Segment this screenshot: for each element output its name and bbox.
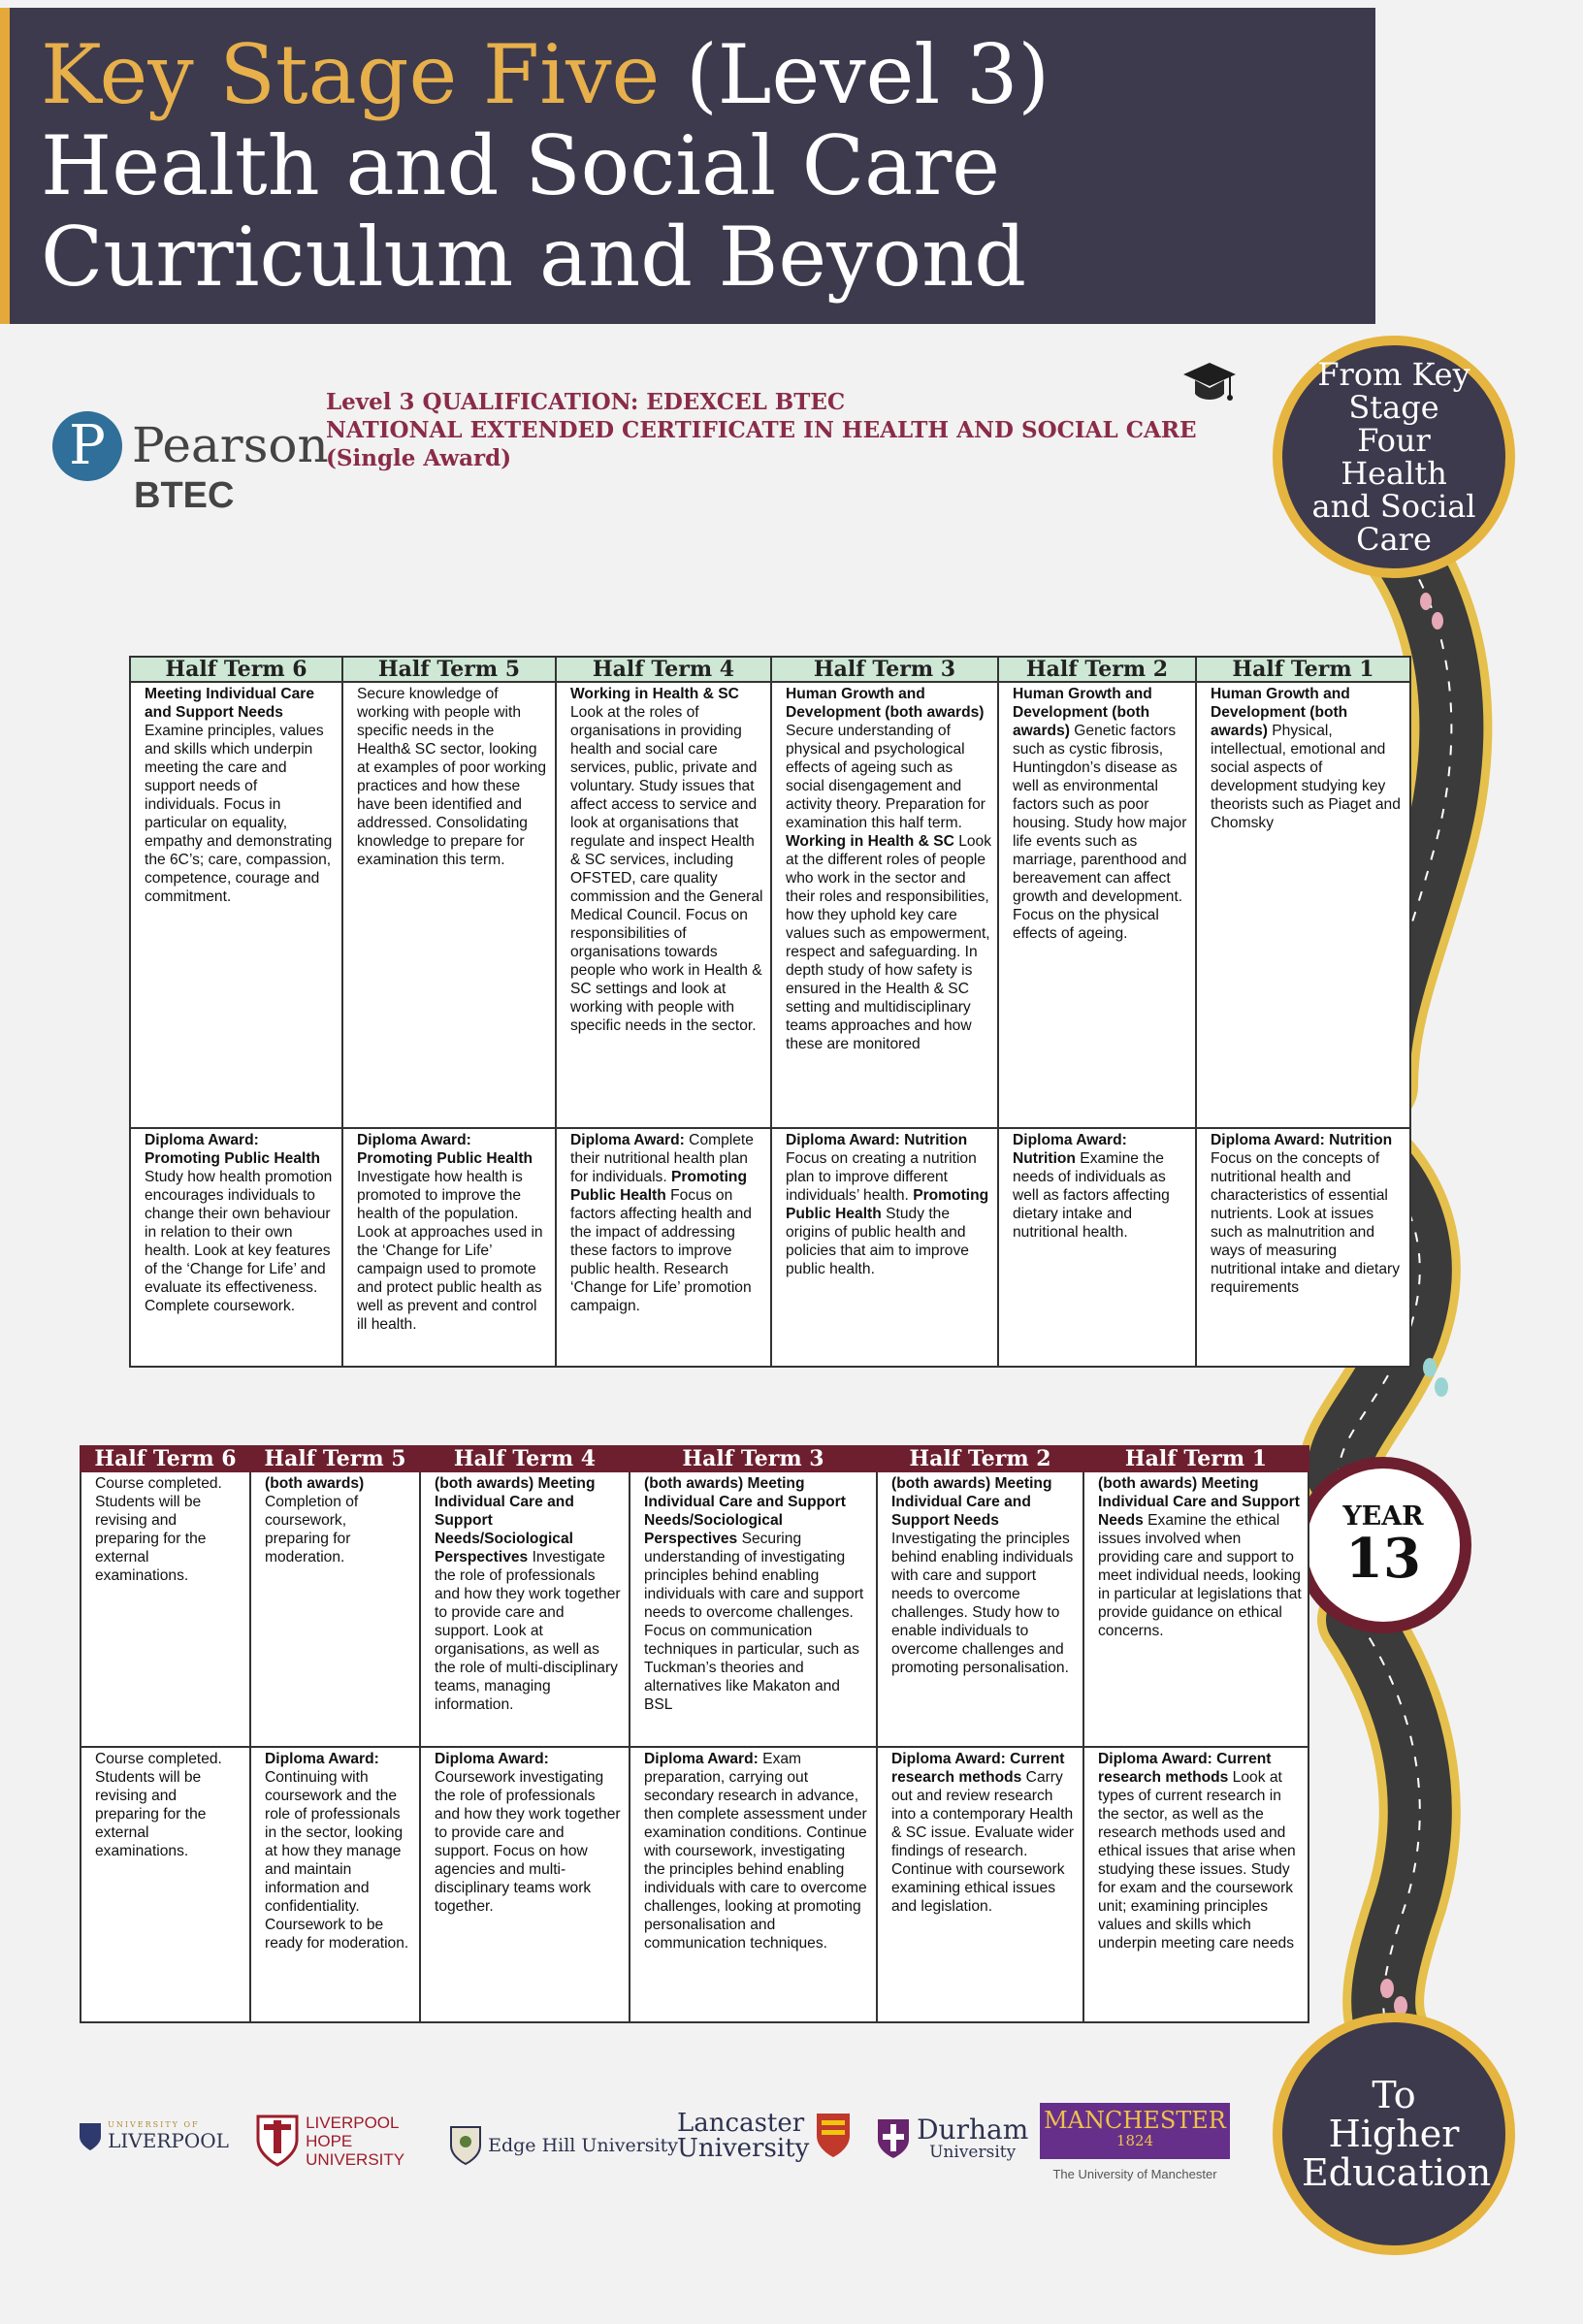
cell-text: Coursework investigating the role of professionals and how they work together to provide care and support. Focus on how agencies and multi-disciplinary teams work together.	[435, 1769, 621, 1915]
cell-heading: Diploma Award: Promoting Public Health	[357, 1132, 533, 1167]
university-of-manchester-logo	[1040, 2103, 1230, 2181]
cell-text: Exam preparation, carrying out secondary research in advance, then complete assessment under examination conditions. Continue with coursework, investigating the principles behind enabling individuals with care to overcome challenges, looking at promoting personalisation and communication techniques.	[644, 1751, 867, 1952]
cell-text: Securing understanding of investigating principles behind enabling individuals with care and support needs to overcome challenges. Focus on communication techniques in particular, such as Tuckman’s theories and alternatives like Makaton and BSL	[644, 1531, 864, 1713]
cell-text: Secure understanding of physical and psychological effects of ageing such as social disengagement and activity theory. Preparation for examination this half term.	[786, 723, 985, 831]
qualification-line-1: Level 3 QUALIFICATION: EDEXCEL BTEC	[326, 389, 846, 415]
year-13-curriculum-table	[80, 1445, 1309, 2023]
table-cell	[630, 1747, 877, 2022]
liverpool-hope-university-logo	[254, 2113, 410, 2169]
cell-text: Continuing with coursework and the role of professionals in the sector, looking at how they manage and maintain information and confidentiality. Coursework to be ready for moderation.	[265, 1769, 409, 1952]
cell-heading: (both awards) Meeting Individual Care and Support Needs/Sociological Perspectives	[435, 1475, 596, 1565]
table-cell	[81, 1471, 250, 1747]
cell-text: Investigating the principles behind enabling individuals with care and support needs to overcome challenges. Study how to enable individuals to overcome challenges and promoting personalisation.	[891, 1531, 1074, 1676]
table-cell	[1083, 1747, 1308, 2022]
lancaster-crest-icon	[814, 2111, 853, 2161]
cell-heading: Working in Health & SC	[570, 686, 739, 702]
lancaster-university-text: University	[677, 2134, 810, 2163]
cell-text: Investigate the role of professionals and how they work together to provide care and support. Look at organisations, as well as the role of multi-disciplinary teams, managing information.	[435, 1549, 621, 1713]
year-13-badge	[1295, 1457, 1471, 1633]
cell-heading: Diploma Award:	[435, 1751, 549, 1767]
table-cell	[630, 1471, 877, 1747]
column-header: Half Term 5	[342, 657, 556, 682]
liverpool-text: LIVERPOOL	[108, 2129, 229, 2152]
from-key-stage-four-badge	[1273, 336, 1515, 578]
page-header	[0, 8, 1375, 324]
title-level: (Level 3)	[660, 27, 1050, 122]
pearson-wordmark: Pearson	[132, 417, 329, 473]
table-cell	[998, 682, 1196, 1128]
cell-heading: Diploma Award:	[644, 1751, 759, 1767]
table-row	[81, 1747, 1308, 2022]
column-header: Half Term 2	[998, 657, 1196, 682]
cell-text: Study how health promotion encourages individuals to change their own behaviour in relation to their own health. Look at key features of the ‘Change for Life’ and evaluate its effectiveness. Complete coursework.	[145, 1169, 333, 1314]
cell-text: Look at types of current research in the sector, as well as the research methods used and ethical issues that arise when studying these issues. Study for exam and the coursework unit; examining principles values and skills which underpin meeting care needs	[1098, 1769, 1296, 1952]
cell-heading: Promoting Public Health	[786, 1187, 989, 1222]
cell-heading: Meeting Individual Care and Support Needs	[145, 686, 315, 721]
cell-text: Look at the different roles of people who work in the sector and their roles and responsibilities, how they uphold key care values such as empowerment, respect and safeguarding. In depth study of how safety is ensured in the Health & SC setting and multidisciplinary teams approaches and how these are monitored	[786, 833, 992, 1052]
cell-heading: Human Growth and Development (both awards)	[786, 686, 985, 721]
liverpool-small-text: UNIVERSITY OF	[108, 2120, 200, 2129]
cell-text: Study the origins of public health and policies that aim to improve public health.	[786, 1206, 969, 1277]
cell-text: Course completed. Students will be revising and preparing for the external examinations.	[95, 1751, 222, 1859]
durham-sub-text: University	[929, 2143, 1017, 2162]
column-header: Half Term 4	[556, 657, 771, 682]
column-header: Half Term 4	[420, 1446, 630, 1471]
lancaster-university-logo	[677, 2111, 853, 2161]
column-header: Half Term 6	[130, 657, 342, 682]
column-header: Half Term 1	[1196, 657, 1410, 682]
cell-heading: Diploma Award: Nutrition	[786, 1132, 968, 1148]
university-of-liverpool-logo	[78, 2120, 229, 2152]
cell-heading: Diploma Award: Current research methods	[891, 1751, 1065, 1786]
pearson-btec-logo	[52, 407, 329, 524]
column-header: Half Term 3	[630, 1446, 877, 1471]
university-logos	[78, 2103, 1242, 2200]
cell-text: Examine principles, values and skills which underpin meeting the care and support needs of individuals. Focus in particular on equality, empathy and demonstrating the 6C’s; care, compassion, competence, courage and commitment.	[145, 723, 333, 905]
cell-heading: Diploma Award:	[265, 1751, 379, 1767]
to-higher-education-badge	[1273, 2013, 1515, 2255]
title-key-stage: Key Stage Five	[41, 27, 661, 122]
manchester-block	[1040, 2103, 1230, 2159]
cell-text: Examine the needs of individuals as well as factors affecting dietary intake and nutritional health.	[1013, 1150, 1170, 1241]
column-header: Half Term 2	[877, 1446, 1083, 1471]
table-cell	[877, 1747, 1083, 2022]
table-cell	[1196, 1128, 1410, 1367]
cell-text: Focus on factors affecting health and the impact of addressing these factors to improve public health. Research ‘Change for Life’ promotion campaign.	[570, 1187, 752, 1314]
table-row	[81, 1471, 1308, 1747]
cell-text: Focus on creating a nutrition plan to improve different individuals’ health.	[786, 1150, 977, 1204]
cell-text: Genetic factors such as cystic fibrosis, Huntingdon’s disease as well as environmental factors such as poor housing. Study how major life events such as marriage, parenthood and bereavement can affect growth and development. Focus on the physical effects of ageing.	[1013, 723, 1187, 942]
table-cell	[998, 1128, 1196, 1367]
table-header-row	[81, 1446, 1308, 1471]
hope-crest-icon	[254, 2113, 301, 2169]
cell-text: Complete their nutritional health plan for individuals.	[570, 1132, 754, 1185]
year-word: YEAR	[1342, 1501, 1424, 1532]
from-badge-text: From Key Stage Four Health and Social Care	[1311, 356, 1476, 558]
cell-text: Focus on the concepts of nutritional health and characteristics of essential nutrients. Look at issues such as malnutrition and ways of measuring nutritional intake and dietary requirements	[1211, 1150, 1401, 1296]
cell-text: Physical, intellectual, emotional and social aspects of development studying key theorists such as Piaget and Chomsky	[1211, 723, 1401, 831]
column-header: Half Term 1	[1083, 1446, 1308, 1471]
lancaster-text: Lancaster	[677, 2109, 805, 2138]
cell-heading: (both awards) Meeting Individual Care and Support Needs	[891, 1475, 1052, 1529]
table-cell	[771, 1128, 998, 1367]
column-header: Half Term 6	[81, 1446, 250, 1471]
table-cell	[250, 1471, 420, 1747]
cell-heading: (both awards) Meeting Individual Care and Support Needs/Sociological Perspectives	[644, 1475, 846, 1547]
to-badge-text: To Higher Education	[1302, 2074, 1492, 2194]
year-12-curriculum-table	[129, 656, 1411, 1368]
cell-heading: (both awards) Meeting Individual Care and Support Needs	[1098, 1475, 1300, 1529]
table-row	[130, 682, 1410, 1128]
qualification-title	[326, 388, 1228, 472]
table-cell	[130, 1128, 342, 1367]
edge-hill-university-logo	[448, 2124, 678, 2167]
manchester-sub-text: The University of Manchester	[1052, 2167, 1217, 2181]
table-cell	[420, 1747, 630, 2022]
cell-text: Look at the roles of organisations in providing health and social care services, public, private and voluntary. Study issues that affect access to service and look at organisations that regulate and inspect Health & SC services, including OFSTED, care quality commission and the General Medical Council. Focus on responsibilities of organisations towards people who work in Health & SC settings and look at working with people with specific needs in the sector.	[570, 704, 763, 1034]
table-cell	[1083, 1471, 1308, 1747]
table-cell	[420, 1471, 630, 1747]
durham-text: Durham	[917, 2114, 1029, 2146]
title-line-2: Health and Social Care	[41, 118, 1001, 213]
table-cell	[342, 1128, 556, 1367]
year-number: 13	[1345, 1527, 1421, 1591]
table-cell	[771, 682, 998, 1128]
cell-text: Completion of coursework, preparing for moderation.	[265, 1494, 359, 1565]
table-row	[130, 1128, 1410, 1367]
liverpool-crest-icon	[78, 2121, 103, 2152]
cell-heading: Working in Health & SC	[786, 833, 954, 850]
table-cell	[81, 1747, 250, 2022]
table-cell	[556, 682, 771, 1128]
title-line-3: Curriculum and Beyond	[41, 210, 1026, 305]
edge-hill-text: Edge Hill University	[488, 2135, 678, 2156]
cell-text: Carry out and review research into a contemporary Health & SC issue. Evaluate wider findings of research. Continue with coursework examining ethical issues and legislation.	[891, 1769, 1075, 1915]
cell-heading: Human Growth and Development (both awards)	[1211, 686, 1350, 739]
cell-text: Secure knowledge of working with people with specific needs in the Health& SC sector, looking at examples of poor working practices and how these have been identified and addressed. Consolidating knowledge to prepare for examination this term.	[357, 686, 547, 868]
qualification-line-3: (Single Award)	[326, 445, 512, 471]
btec-wordmark: BTEC	[134, 475, 235, 516]
cell-heading: Diploma Award: Nutrition	[1211, 1132, 1393, 1148]
manchester-text: MANCHESTER	[1044, 2107, 1226, 2134]
table-cell	[1196, 682, 1410, 1128]
cell-text: Investigate how health is promoted to improve the health of the population. Look at approaches used in the ‘Change for Life’ campaign used to promote and protect public health as well as prevent and control ill health.	[357, 1169, 543, 1333]
page-title	[41, 29, 1050, 303]
graduation-cap-icon	[1181, 359, 1238, 409]
column-header: Half Term 3	[771, 657, 998, 682]
table-cell	[556, 1128, 771, 1367]
table-cell	[877, 1471, 1083, 1747]
table-cell	[342, 682, 556, 1128]
cell-heading: (both awards)	[265, 1475, 365, 1492]
column-header: Half Term 5	[250, 1446, 420, 1471]
qualification-line-2: NATIONAL EXTENDED CERTIFICATE IN HEALTH AND SOCIAL CARE	[326, 417, 1197, 443]
cell-heading: Diploma Award:	[570, 1132, 685, 1148]
manchester-year: 1824	[1115, 2132, 1154, 2149]
cell-text: Examine the ethical issues involved when providing care and support to meet individual needs, looking in particular at legislations that provide guidance on ethical concerns.	[1098, 1512, 1302, 1639]
table-cell	[130, 682, 342, 1128]
header-accent-bar	[0, 8, 10, 324]
edge-hill-crest-icon	[448, 2124, 483, 2167]
cell-heading: Diploma Award: Nutrition	[1013, 1132, 1127, 1167]
pearson-p-icon: P	[52, 411, 122, 481]
cell-heading: Human Growth and Development (both awards)	[1013, 686, 1152, 739]
cell-heading: Promoting Public Health	[570, 1169, 747, 1204]
cell-heading: Diploma Award: Current research methods	[1098, 1751, 1272, 1786]
table-header-row	[130, 657, 1410, 682]
cell-text: Course completed. Students will be revising and preparing for the external examinations.	[95, 1475, 222, 1584]
hope-text: LIVERPOOL HOPE UNIVERSITY	[306, 2113, 405, 2169]
cell-heading: Diploma Award: Promoting Public Health	[145, 1132, 321, 1167]
durham-crest-icon	[875, 2116, 912, 2161]
durham-university-logo	[875, 2116, 1028, 2161]
table-cell	[250, 1747, 420, 2022]
